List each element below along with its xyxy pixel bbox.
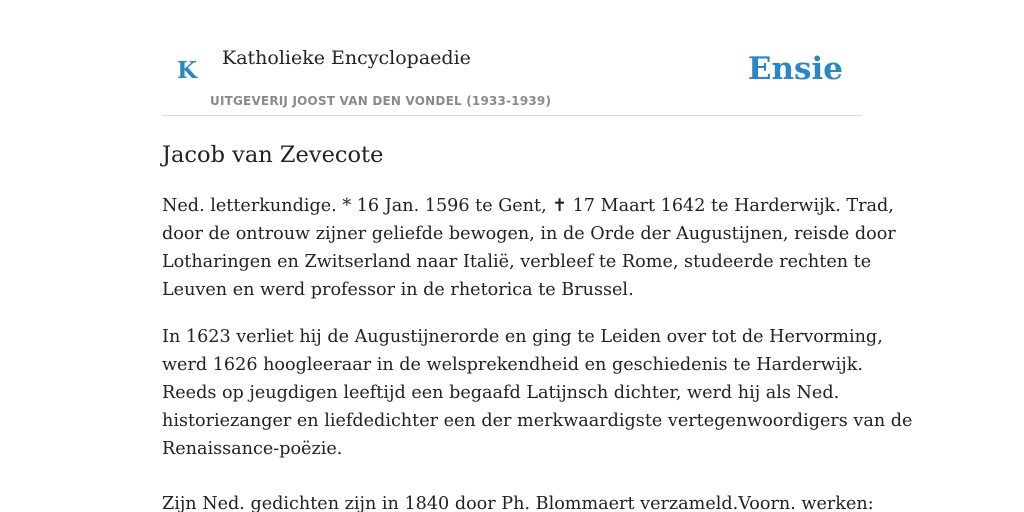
paragraph-line: Renaissance-poëzie. [162, 439, 343, 459]
article-paragraph [162, 323, 913, 463]
paragraph-line: Ned. letterkundige. * 16 Jan. 1596 te Gent, ✝ 17 Maart 1642 te Harderwijk. Trad, [162, 196, 894, 216]
article-paragraph [162, 192, 896, 304]
brand-logo[interactable]: Ensie [747, 51, 843, 87]
paragraph-line: door de ontrouw zijner geliefde bewogen, in de Orde der Augustijnen, reisde door [162, 224, 896, 244]
logo-icon[interactable]: K [177, 57, 197, 84]
paragraph-line: werd 1626 hoogleeraar in de welsprekendheid en geschiedenis te Harderwijk. [162, 355, 863, 375]
paragraph-line: Lotharingen en Zwitserland naar Italië, verbleef te Rome, studeerde rechten te [162, 252, 872, 272]
article-title: Jacob van Zevecote [162, 142, 384, 168]
paragraph-line: Reeds op jeugdigen leeftijd een begaafd Latijnsch dichter, werd hij als Ned. [162, 383, 840, 403]
site-title[interactable]: Katholieke Encyclopaedie [222, 47, 471, 69]
article-paragraph [162, 490, 872, 512]
paragraph-line: Zijn Ned. gedichten zijn in 1840 door Ph. Blommaert verzameld.Voorn. werken: [162, 494, 874, 512]
paragraph-line: Leuven en werd professor in de rhetorica te Brussel. [162, 280, 634, 300]
paragraph-line: In 1623 verliet hij de Augustijnerorde en ging te Leiden over tot de Hervorming, [162, 327, 883, 347]
publisher-label: UITGEVERIJ JOOST VAN DEN VONDEL (1933-1939) [210, 94, 552, 108]
site-header [162, 36, 862, 116]
paragraph-line: historiezanger en liefdedichter een der merkwaardigste vertegenwoordigers van de [162, 411, 913, 431]
